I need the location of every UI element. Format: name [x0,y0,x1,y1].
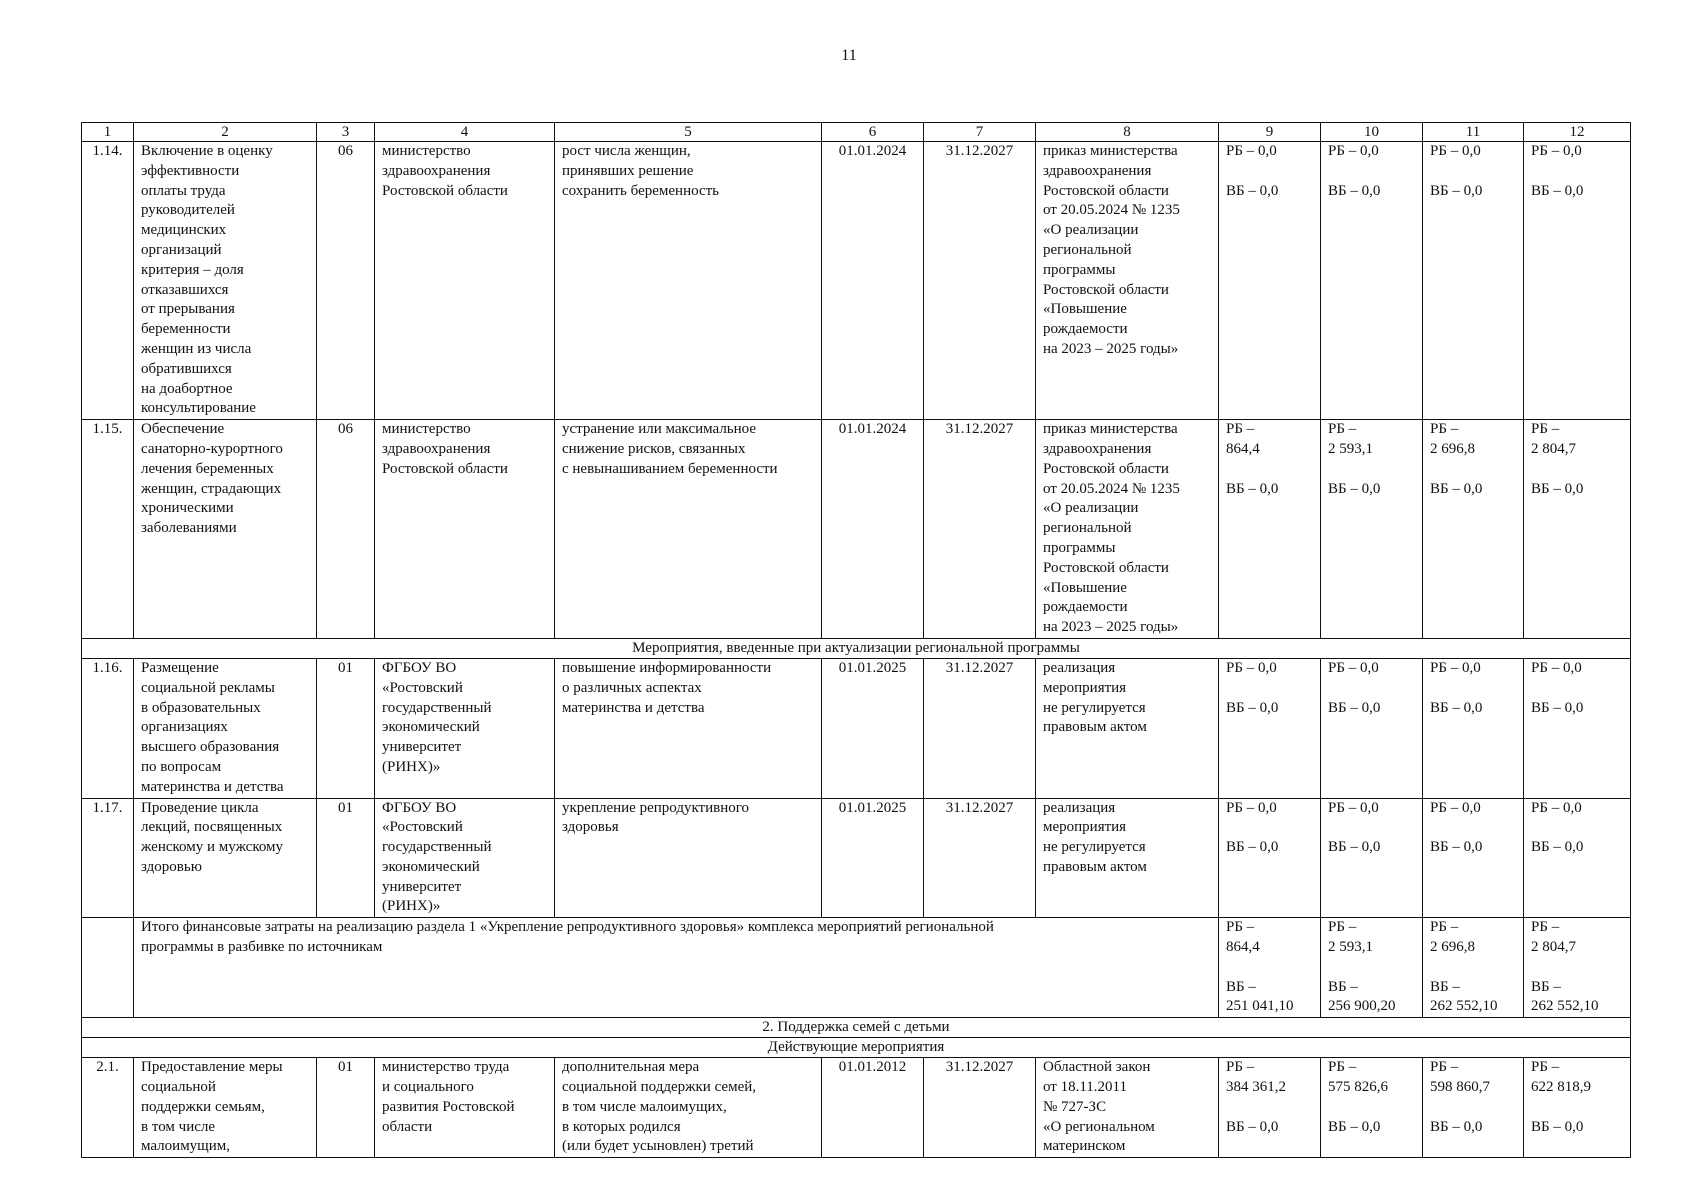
executor-line: развития Ростовской [382,1098,515,1115]
measure-name-line: хроническими [141,500,234,517]
expected-result-line: принявших решение [562,162,694,179]
regional-budget-value: РБ – 0,0 [1531,659,1582,676]
executor-line: экономический [382,719,480,736]
goal-code: 06 [317,142,375,420]
expected-result-line: устранение или максимальное [562,421,757,438]
funding-gap [1226,679,1314,699]
regional-budget-value: РБ – 0,0 [1328,799,1379,816]
legal-act-line: не регулируется [1043,699,1146,716]
regional-budget-value: РБ – 0,0 [1328,143,1379,159]
funding-gap [1430,818,1517,838]
measure-name-line: беременности [141,321,231,338]
extra-budget-value: ВБ – 0,0 [1328,480,1381,497]
executor-line: ФГБОУ ВО [382,659,457,676]
funding-gap [1226,1098,1314,1118]
regional-budget-value: РБ – [1531,421,1560,438]
column-number: 10 [1321,123,1423,142]
legal-act-line: Ростовской области [1043,559,1169,576]
regional-budget-value: РБ – [1226,421,1255,438]
legal-act-line: № 727-ЗС [1043,1098,1107,1115]
table-row [82,142,1631,420]
executor-line: здравоохранения [382,440,491,457]
extra-budget-value: ВБ – 0,0 [1226,480,1279,497]
expected-result-line: сохранить беременность [562,182,720,199]
executor [375,798,555,918]
funding-cell [1219,658,1321,798]
measure-name-line: обратившихся [141,360,232,377]
executor [375,658,555,798]
extra-budget-value: ВБ – 0,0 [1430,1118,1483,1135]
funding-cell [1423,658,1524,798]
measure-name-line: социальной рекламы [141,679,275,696]
section-heading: 2. Поддержка семей с детьми [82,1018,1631,1038]
funding-cell [1423,798,1524,918]
funding-gap [1226,958,1314,978]
funding-gap [1531,818,1624,838]
section-heading: Мероприятия, введенные при актуализации региональной программы [82,638,1631,658]
measure-name-line: на доабортное [141,380,233,397]
measure-name [134,798,317,918]
extra-budget-value: ВБ – [1226,978,1256,995]
legal-act-line: «О региональном [1043,1118,1155,1135]
regional-budget-value: 864,4 [1226,440,1260,457]
column-number: 2 [134,123,317,142]
executor-line: Ростовской области [382,182,508,199]
total-label [134,918,1219,1018]
extra-budget-value: 262 552,10 [1531,998,1599,1015]
regional-budget-value: РБ – 0,0 [1226,143,1277,159]
legal-act [1036,142,1219,420]
funding-cell [1524,420,1631,639]
start-date: 01.01.2024 [822,420,924,639]
funding-cell [1219,142,1321,420]
total-label-line: программы в разбивке по источникам [141,939,383,956]
empty-cell [82,918,134,1018]
funding-cell [1321,420,1423,639]
column-number: 3 [317,123,375,142]
measure-name-line: санаторно-курортного [141,440,283,457]
legal-act-line: Ростовской области [1043,182,1169,199]
column-number: 5 [555,123,822,142]
regional-budget-value: РБ – [1430,1059,1459,1076]
funding-gap [1328,460,1416,480]
measure-name-line: критерия – доля [141,261,244,278]
executor [375,142,555,420]
extra-budget-value: ВБ – 0,0 [1328,699,1381,716]
end-date: 31.12.2027 [924,1058,1036,1158]
expected-result [555,142,822,420]
measure-name-line: отказавшихся [141,281,229,298]
funding-cell [1321,918,1423,1018]
end-date: 31.12.2027 [924,798,1036,918]
funding-gap [1226,460,1314,480]
funding-gap [1328,162,1416,182]
funding-gap [1226,162,1314,182]
regional-budget-value: 864,4 [1226,939,1260,956]
regional-budget-value: 2 804,7 [1531,939,1576,956]
table-row [82,420,1631,639]
legal-act-line: рождаемости [1043,321,1128,338]
column-number: 12 [1524,123,1631,142]
funding-gap [1531,460,1624,480]
legal-act-line: реализация [1043,799,1116,816]
legal-act-line: реализация [1043,659,1116,676]
end-date: 31.12.2027 [924,142,1036,420]
extra-budget-value: ВБ – 0,0 [1226,1118,1279,1135]
measure-name-line: Предоставление меры [141,1059,283,1076]
row-number: 1.16. [82,658,134,798]
page-number: 11 [841,47,857,64]
legal-act-line: Ростовской области [1043,460,1169,477]
funding-gap [1328,679,1416,699]
measure-name [134,142,317,420]
extra-budget-value: ВБ – 0,0 [1328,182,1381,199]
measure-name-line: организаций [141,241,222,258]
column-number: 6 [822,123,924,142]
legal-act-line: «О реализации [1043,500,1139,517]
regional-budget-value: 2 696,8 [1430,939,1475,956]
program-table [81,122,1631,1158]
start-date: 01.01.2025 [822,798,924,918]
funding-gap [1531,162,1624,182]
extra-budget-value: ВБ – 0,0 [1531,699,1584,716]
regional-budget-value: РБ – 0,0 [1430,143,1481,159]
measure-name [134,420,317,639]
legal-act [1036,798,1219,918]
goal-code: 06 [317,420,375,639]
funding-cell [1524,918,1631,1018]
executor-line: области [382,1118,433,1135]
expected-result-line: материнства и детства [562,699,705,716]
funding-cell [1524,798,1631,918]
row-number: 1.17. [82,798,134,918]
extra-budget-value: ВБ – 0,0 [1226,699,1279,716]
measure-name-line: от прерывания [141,301,235,318]
expected-result-line: с невынашиванием беременности [562,460,778,477]
funding-cell [1524,142,1631,420]
goal-code: 01 [317,1058,375,1158]
measure-name-line: оплаты труда [141,182,226,199]
regional-budget-value: 2 696,8 [1430,440,1475,457]
legal-act-line: мероприятия [1043,819,1127,836]
expected-result-line: укрепление репродуктивного [562,799,750,816]
funding-gap [1328,1098,1416,1118]
measure-name-line: материнства и детства [141,778,284,795]
executor-line: Ростовской области [382,460,508,477]
end-date: 31.12.2027 [924,658,1036,798]
executor-line: государственный [382,839,492,856]
extra-budget-value: ВБ – 0,0 [1226,839,1279,856]
legal-act-line: рождаемости [1043,599,1128,616]
executor-line: университет [382,878,462,895]
extra-budget-value: ВБ – 0,0 [1531,480,1584,497]
legal-act [1036,420,1219,639]
funding-cell [1423,918,1524,1018]
expected-result-line: в том числе малоимущих, [562,1098,727,1115]
funding-gap [1328,818,1416,838]
extra-budget-value: ВБ – 0,0 [1531,839,1584,856]
funding-cell [1423,142,1524,420]
legal-act-line: правовым актом [1043,719,1147,736]
section-heading: Действующие мероприятия [82,1038,1631,1058]
legal-act-line: правовым актом [1043,858,1147,875]
section-heading-row [82,638,1631,658]
column-number: 7 [924,123,1036,142]
legal-act-line: приказ министерства [1043,143,1178,159]
funding-gap [1430,679,1517,699]
legal-act-line: региональной [1043,241,1132,258]
expected-result-line: повышение информированности [562,659,772,676]
legal-act-line: от 20.05.2024 № 1235 [1043,202,1180,219]
funding-gap [1531,679,1624,699]
extra-budget-value: 262 552,10 [1430,998,1498,1015]
extra-budget-value: 256 900,20 [1328,998,1396,1015]
table-row [82,658,1631,798]
executor-line: «Ростовский [382,819,463,836]
funding-cell [1219,918,1321,1018]
expected-result-line: (или будет усыновлен) третий [562,1138,754,1155]
expected-result-line: в которых родился [562,1118,681,1135]
program-table-body [82,123,1631,1158]
column-number: 4 [375,123,555,142]
expected-result-line: социальной поддержки семей, [562,1079,757,1096]
total-label-line: Итого финансовые затраты на реализацию раздела 1 «Укрепление репродуктивного здоровья» комплекса мероприятий региональной [141,919,994,936]
executor [375,420,555,639]
extra-budget-value: ВБ – [1531,978,1561,995]
executor-line: министерство труда [382,1059,510,1076]
legal-act-line: Ростовской области [1043,281,1169,298]
legal-act-line: «О реализации [1043,222,1139,239]
regional-budget-value: РБ – [1430,421,1459,438]
funding-cell [1321,1058,1423,1158]
regional-budget-value: РБ – 0,0 [1328,659,1379,676]
executor-line: и социального [382,1079,474,1096]
executor-line: государственный [382,699,492,716]
funding-cell [1524,1058,1631,1158]
legal-act-line: от 18.11.2011 [1043,1079,1127,1096]
section-heading-row [82,1038,1631,1058]
funding-gap [1328,958,1416,978]
measure-name [134,1058,317,1158]
legal-act-line: программы [1043,539,1116,556]
total-row [82,918,1631,1018]
funding-gap [1531,958,1624,978]
executor [375,1058,555,1158]
legal-act-line: региональной [1043,520,1132,537]
measure-name-line: в том числе [141,1118,216,1135]
regional-budget-value: РБ – [1328,421,1357,438]
legal-act-line: от 20.05.2024 № 1235 [1043,480,1180,497]
extra-budget-value: ВБ – [1430,978,1460,995]
regional-budget-value: РБ – [1328,919,1357,936]
section-heading-row [82,1018,1631,1038]
funding-cell [1524,658,1631,798]
legal-act [1036,1058,1219,1158]
extra-budget-value: 251 041,10 [1226,998,1294,1015]
measure-name-line: медицинских [141,222,227,239]
funding-gap [1430,460,1517,480]
measure-name-line: женскому и мужскому [141,839,284,856]
extra-budget-value: ВБ – 0,0 [1430,839,1483,856]
measure-name-line: лекций, посвященных [141,819,283,836]
regional-budget-value: 575 826,6 [1328,1079,1388,1096]
legal-act-line: материнском [1043,1138,1126,1155]
regional-budget-value: РБ – [1531,919,1560,936]
column-number: 11 [1423,123,1524,142]
extra-budget-value: ВБ – 0,0 [1430,699,1483,716]
column-number: 9 [1219,123,1321,142]
column-number: 1 [82,123,134,142]
regional-budget-value: РБ – [1226,919,1255,936]
executor-line: «Ростовский [382,679,463,696]
measure-name-line: в образовательных [141,699,261,716]
extra-budget-value: ВБ – [1328,978,1358,995]
measure-name-line: организациях [141,719,228,736]
measure-name-line: по вопросам [141,758,222,775]
expected-result-line: дополнительная мера [562,1059,700,1076]
funding-cell [1423,1058,1524,1158]
measure-name [134,658,317,798]
regional-budget-value: 622 818,9 [1531,1079,1591,1096]
measure-name-line: руководителей [141,202,235,219]
measure-name-line: лечения беременных [141,460,274,477]
expected-result-line: снижение рисков, связанных [562,440,746,457]
regional-budget-value: РБ – [1226,1059,1255,1076]
measure-name-line: Размещение [141,659,219,676]
row-number: 2.1. [82,1058,134,1158]
measure-name-line: эффективности [141,162,240,179]
legal-act-line: «Повышение [1043,579,1127,596]
executor-line: университет [382,739,462,756]
expected-result-line: о различных аспектах [562,679,702,696]
executor-line: (РИНХ)» [382,758,441,775]
funding-gap [1531,1098,1624,1118]
regional-budget-value: РБ – [1531,1059,1560,1076]
measure-name-line: заболеваниями [141,520,237,537]
legal-act-line: не регулируется [1043,839,1146,856]
measure-name-line: высшего образования [141,739,280,756]
regional-budget-value: РБ – [1328,1059,1357,1076]
measure-name-line: Проведение цикла [141,799,259,816]
measure-name-line: Включение в оценку [141,143,273,159]
start-date: 01.01.2024 [822,142,924,420]
funding-gap [1430,958,1517,978]
funding-cell [1219,1058,1321,1158]
funding-cell [1423,420,1524,639]
goal-code: 01 [317,658,375,798]
funding-cell [1219,420,1321,639]
legal-act [1036,658,1219,798]
executor-line: экономический [382,858,480,875]
funding-cell [1219,798,1321,918]
extra-budget-value: ВБ – 0,0 [1226,182,1279,199]
legal-act-line: на 2023 – 2025 годы» [1043,340,1179,357]
measure-name-line: женщин, страдающих [141,480,282,497]
regional-budget-value: 2 593,1 [1328,939,1373,956]
legal-act-line: приказ министерства [1043,421,1178,438]
regional-budget-value: РБ – 0,0 [1430,799,1481,816]
funding-cell [1321,658,1423,798]
measure-name-line: женщин из числа [141,340,252,357]
regional-budget-value: РБ – 0,0 [1226,659,1277,676]
column-number-row [82,123,1631,142]
executor-line: министерство [382,421,471,438]
expected-result [555,1058,822,1158]
executor-line: министерство [382,143,471,159]
legal-act-line: мероприятия [1043,679,1127,696]
table-row [82,1058,1631,1158]
start-date: 01.01.2025 [822,658,924,798]
measure-name-line: социальной [141,1079,216,1096]
expected-result [555,658,822,798]
funding-gap [1430,1098,1517,1118]
measure-name-line: здоровью [141,858,202,875]
extra-budget-value: ВБ – 0,0 [1430,480,1483,497]
table-row [82,798,1631,918]
extra-budget-value: ВБ – 0,0 [1531,1118,1584,1135]
end-date: 31.12.2027 [924,420,1036,639]
regional-budget-value: 384 361,2 [1226,1079,1286,1096]
executor-line: здравоохранения [382,162,491,179]
funding-cell [1321,798,1423,918]
extra-budget-value: ВБ – 0,0 [1328,839,1381,856]
row-number: 1.15. [82,420,134,639]
goal-code: 01 [317,798,375,918]
regional-budget-value: РБ – 0,0 [1531,143,1582,159]
start-date: 01.01.2012 [822,1058,924,1158]
executor-line: (РИНХ)» [382,898,441,915]
measure-name-line: поддержки семьям, [141,1098,265,1115]
regional-budget-value: РБ – 0,0 [1531,799,1582,816]
measure-name-line: Обеспечение [141,421,225,438]
executor-line: ФГБОУ ВО [382,799,457,816]
expected-result [555,798,822,918]
legal-act-line: на 2023 – 2025 годы» [1043,619,1179,636]
row-number: 1.14. [82,142,134,420]
legal-act-line: Областной закон [1043,1059,1151,1076]
extra-budget-value: ВБ – 0,0 [1328,1118,1381,1135]
regional-budget-value: 2 593,1 [1328,440,1373,457]
funding-gap [1430,162,1517,182]
legal-act-line: здравоохранения [1043,440,1152,457]
funding-gap [1226,818,1314,838]
column-number: 8 [1036,123,1219,142]
regional-budget-value: РБ – 0,0 [1226,799,1277,816]
regional-budget-value: РБ – 0,0 [1430,659,1481,676]
funding-cell [1321,142,1423,420]
expected-result [555,420,822,639]
legal-act-line: здравоохранения [1043,162,1152,179]
legal-act-line: «Повышение [1043,301,1127,318]
extra-budget-value: ВБ – 0,0 [1430,182,1483,199]
expected-result-line: рост числа женщин, [562,143,691,159]
regional-budget-value: 598 860,7 [1430,1079,1490,1096]
measure-name-line: малоимущим, [141,1138,231,1155]
extra-budget-value: ВБ – 0,0 [1531,182,1584,199]
legal-act-line: программы [1043,261,1116,278]
regional-budget-value: 2 804,7 [1531,440,1576,457]
measure-name-line: консультирование [141,400,256,417]
expected-result-line: здоровья [562,819,619,836]
regional-budget-value: РБ – [1430,919,1459,936]
